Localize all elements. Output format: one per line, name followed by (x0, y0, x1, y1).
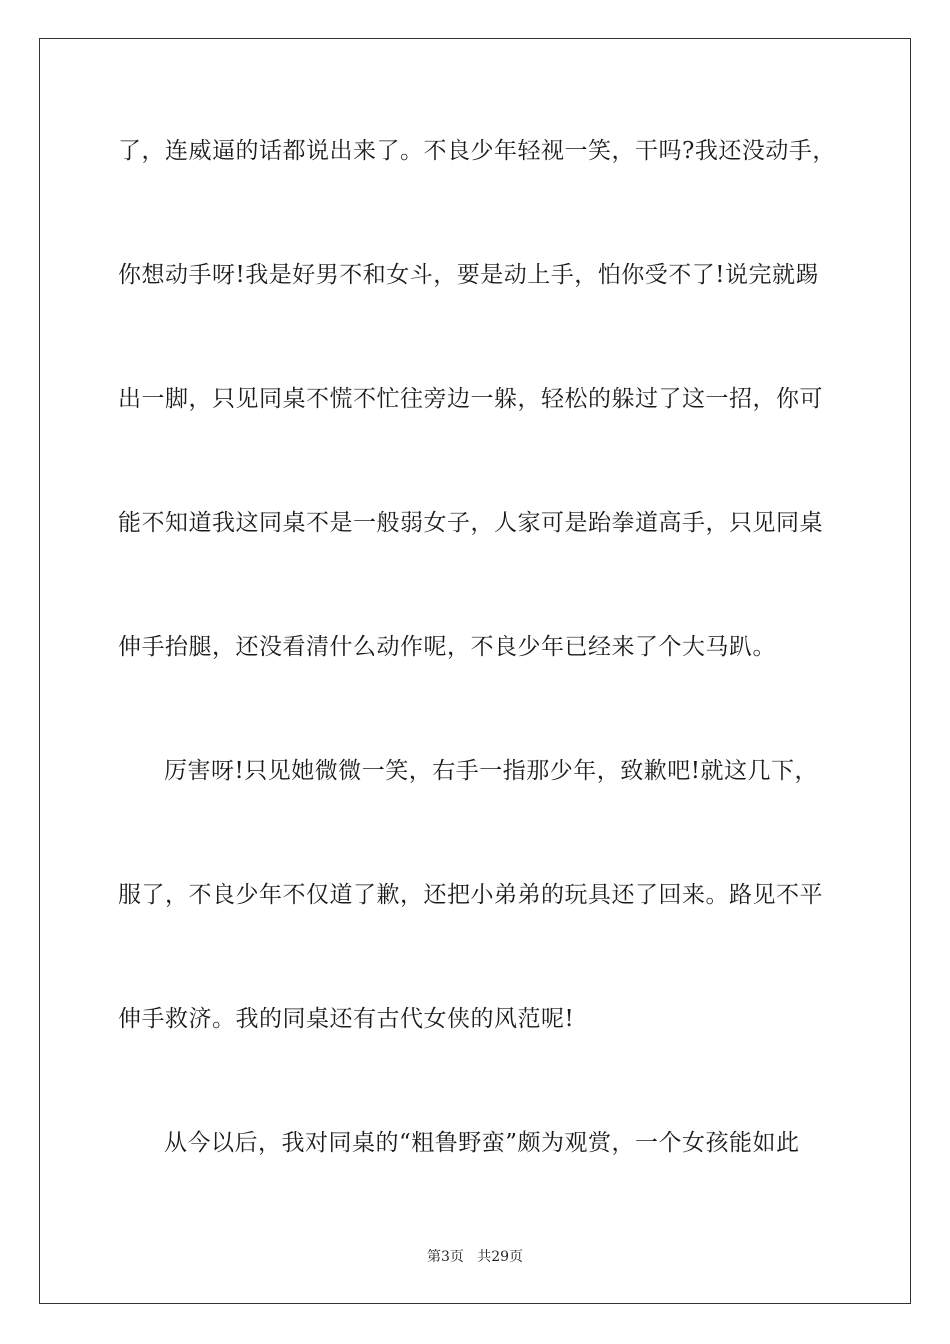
text-line-5: 伸手抬腿，还没看清什么动作呢，不良少年已经来了个大马趴。 (118, 634, 776, 660)
text-line-6: 厉害呀!只见她微微一笑，右手一指那少年，致歉吧!就这几下， (164, 758, 818, 784)
text-line-9: 从今以后，我对同桌的“粗鲁野蛮”颇为观赏，一个女孩能如此 (164, 1130, 800, 1156)
page-number-footer: 第3页 共29页 (426, 1249, 524, 1265)
text-line-3: 出一脚，只见同桌不慌不忙往旁边一躲，轻松的躲过了这一招，你可 (118, 386, 823, 412)
text-line-2: 你想动手呀!我是好男不和女斗，要是动上手，怕你受不了!说完就踢 (118, 262, 819, 288)
text-line-8: 伸手救济。我的同桌还有古代女侠的风范呢! (118, 1006, 575, 1032)
page-frame (39, 38, 911, 1304)
text-line-7: 服了，不良少年不仅道了歉，还把小弟弟的玩具还了回来。路见不平 (118, 882, 823, 908)
text-line-4: 能不知道我这同桌不是一般弱女子，人家可是跆拳道高手，只见同桌 (118, 510, 823, 536)
text-line-1: 了，连威逼的话都说出来了。不良少年轻视一笑，干吗?我还没动手， (118, 138, 836, 164)
